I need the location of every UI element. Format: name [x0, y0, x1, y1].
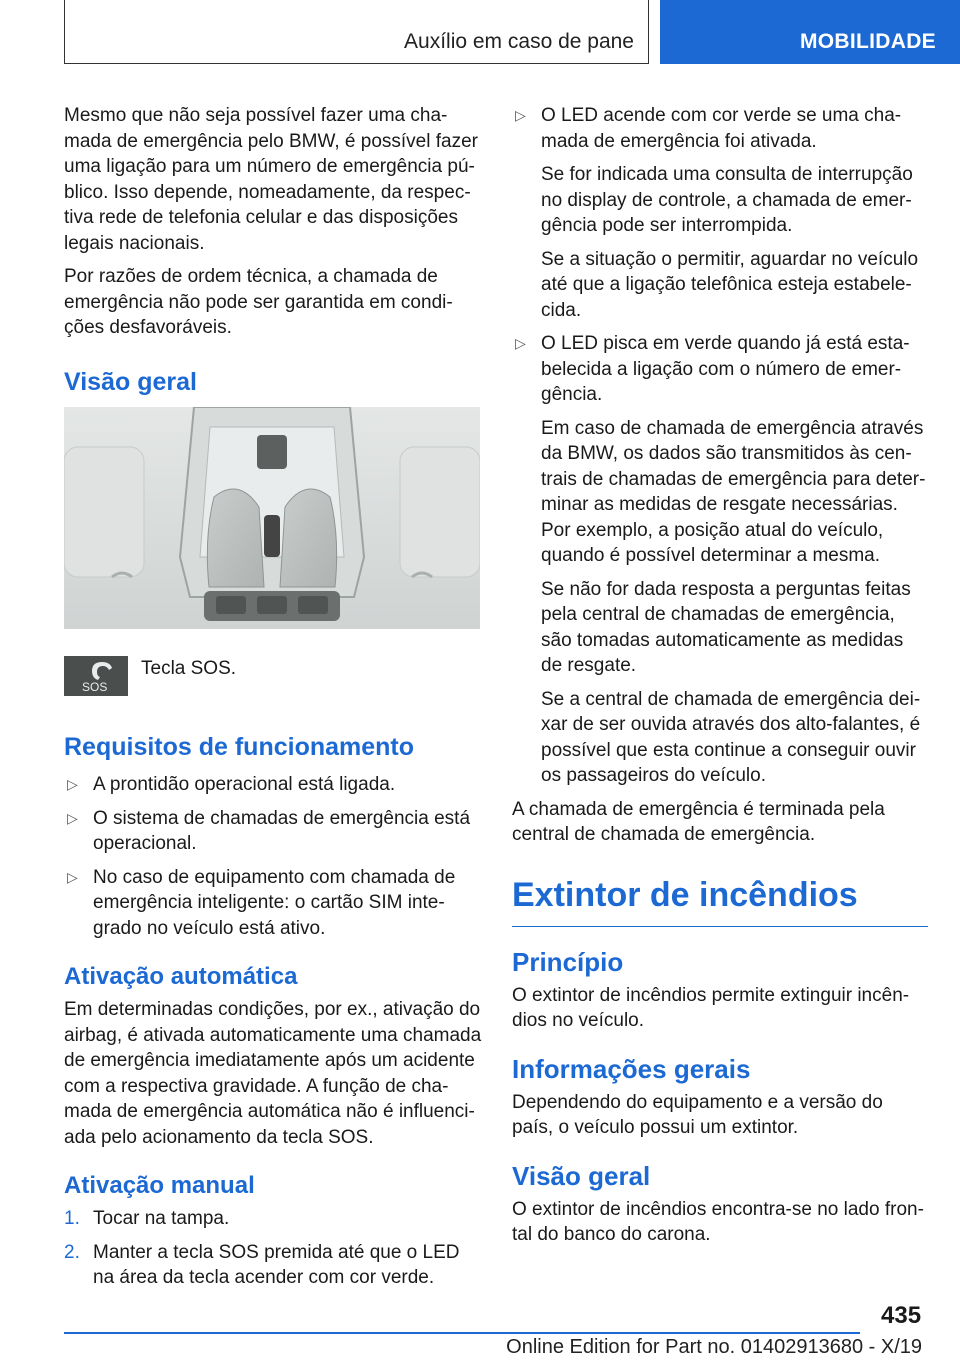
auto-activation-text: Em determinadas condições, por ex., ativação do airbag, é ativada automaticamente uma chamada de emergência imediatamente após um acidente com a respectiva gravidade. A função de cha-mada de emergência automática não é influenci-ada pelo acionamento da tecla SOS.: [64, 999, 482, 1148]
list-item-note: Se a central de chamada de emergência dei-xar de ser ouvida através dos alto-falantes, é possível que esta continue a conseguir ouvir os passageiros do veículo.: [541, 688, 921, 786]
heading-manual-activation: Ativação manual: [64, 1172, 255, 1199]
list-item-note: Em caso de chamada de emergência através da BMW, os dados são transmitidos às cen-trais de chamadas de emergência para deter-minar as medidas de resgate necessárias. Por exemplo, a posição atual do veículo, quando é possível determinar a mesma.: [541, 417, 926, 566]
list-item: 2. Manter a tecla SOS premida até que o LED na área da tecla acender com cor verde.: [64, 1241, 460, 1288]
list-item-note: Se for indicada uma consulta de interrupção no display de controle, a chamada de emer-gência pode ser interrompida.: [541, 164, 913, 236]
list-item: ▷ O sistema de chamadas de emergência está operacional.: [67, 807, 471, 854]
heading-overview-2: Visão geral: [512, 1160, 651, 1191]
overview-2-text: O extintor de incêndios encontra-se no lado fron-tal do banco do carona.: [512, 1198, 924, 1245]
right-column: [512, 103, 928, 1256]
page-number: 435: [881, 1302, 922, 1329]
end-call-text: A chamada de emergência é terminada pela central de chamada de emergência.: [512, 798, 885, 845]
heading-fire-extinguisher: Extintor de incêndios: [512, 874, 928, 927]
left-column: [64, 103, 482, 1299]
heading-general-info: Informações gerais: [512, 1053, 751, 1084]
general-info-text: Dependendo do equipamento e a versão do país, o veículo possui um extintor.: [512, 1091, 883, 1138]
list-item: 1. Tocar na tampa.: [64, 1208, 230, 1229]
section-tab: [660, 0, 960, 64]
section-title: Auxílio em caso de pane: [404, 30, 634, 53]
section-tab-label: MOBILIDADE: [800, 30, 936, 53]
heading-principle: Princípio: [512, 946, 624, 977]
list-item: ▷ O LED acende com cor verde se uma cha-mada de emergência foi ativada.: [515, 105, 902, 152]
intro-paragraph-1: Mesmo que não seja possível fazer uma cha-mada de emergência pelo BMW, é possível fazer uma ligação para um número de emergência pú-blico. Isso depende, nomeadamente, da respec-tiva rede de telefonia celular e das disposições legais nacionais.: [64, 105, 478, 254]
ceiling-console-photo: [64, 407, 480, 629]
header-box: [64, 0, 649, 64]
intro-paragraph-2: Por razões de ordem técnica, a chamada de emergência não pode ser garantida em condi-ções desfavoráveis.: [64, 266, 453, 338]
sos-key-icon: [64, 656, 128, 696]
svg-text:SOS: SOS: [82, 680, 108, 694]
principle-text: O extintor de incêndios permite extinguir incên-dios no veículo.: [512, 984, 910, 1031]
list-item-note: Se a situação o permitir, aguardar no veículo até que a ligação telefônica esteja estabele-cida.: [541, 248, 919, 321]
footer-divider: [64, 1332, 860, 1334]
list-item: ▷ No caso de equipamento com chamada de emergência inteligente: o cartão SIM inte-grado no veículo está ativo.: [67, 866, 456, 939]
list-item-note: Se não for dada resposta a perguntas feitas pela central de chamadas de emergência, são tomadas automaticamente as medidas de resgate.: [541, 578, 911, 676]
heading-auto-activation: Ativação automática: [64, 963, 298, 990]
heading-requirements: Requisitos de funcionamento: [64, 733, 415, 761]
sos-key-caption: Tecla SOS.: [141, 658, 237, 679]
list-item: ▷ A prontidão operacional está ligada.: [67, 774, 396, 795]
heading-overview: Visão geral: [64, 367, 197, 396]
sos-key-legend: [64, 654, 482, 710]
list-item: ▷ O LED pisca em verde quando já está esta-belecida a ligação com o número de emer-gência.: [515, 333, 910, 405]
